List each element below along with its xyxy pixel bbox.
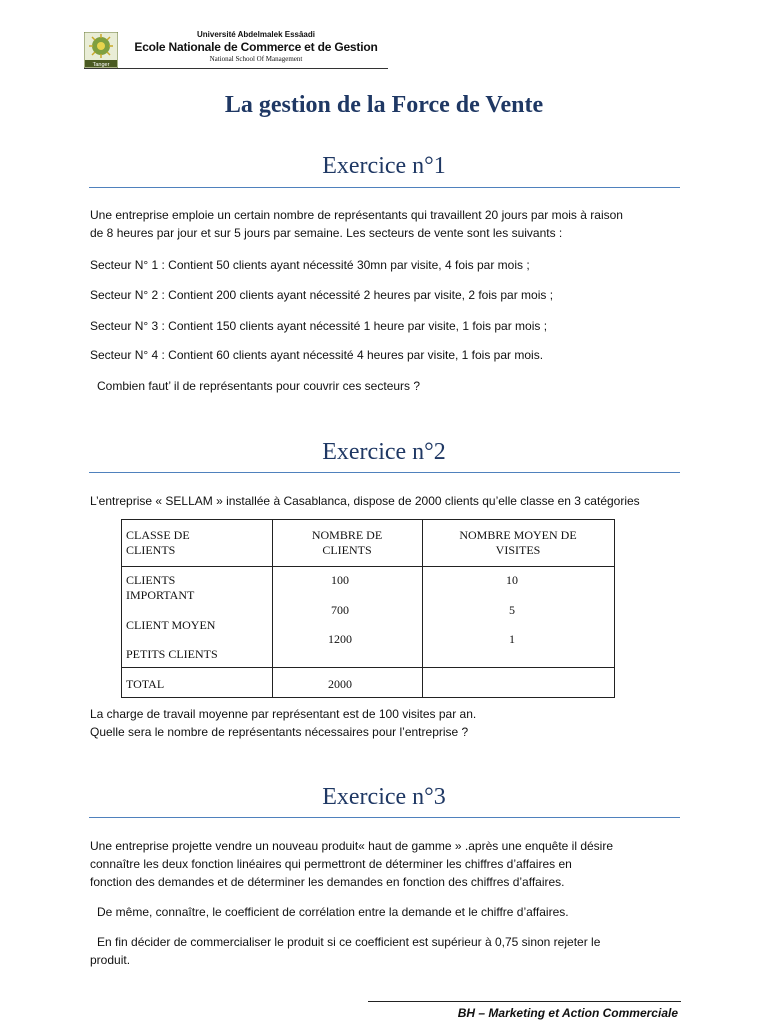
footer-divider (368, 1001, 681, 1002)
exercise-1-heading: Exercice n°1 (322, 153, 446, 179)
table-row-divider (122, 667, 614, 668)
table-header-class (126, 528, 190, 558)
class-line: IMPORTANT (126, 588, 195, 602)
table-header-count (272, 528, 422, 558)
header-line: CLASSE DE (126, 528, 190, 542)
school-name: Ecole Nationale de Commerce et de Gestion (134, 40, 378, 54)
exercise-3-paragraph-3 (90, 933, 680, 969)
exercise-1-question: Combien faut’ il de représentants pour couvrir ces secteurs ? (97, 379, 421, 393)
table-cell-class: CLIENT MOYEN (126, 618, 216, 632)
table-cell-class: PETITS CLIENTS (126, 647, 218, 661)
table-header-visits (422, 528, 614, 558)
table-cell-class (126, 573, 194, 603)
header-line: VISITES (495, 543, 541, 557)
header-line: NOMBRE DE (311, 528, 383, 542)
table-cell-visits: 10 (506, 573, 518, 587)
exercise-3-divider (89, 817, 680, 818)
exercise-3-paragraph-1 (90, 837, 680, 891)
institution-header (84, 30, 388, 70)
intro-line: de 8 heures par jour et sur 5 jours par semaine. Les secteurs de vente sont les suivants : (90, 226, 563, 240)
header-divider (84, 68, 388, 69)
table-cell-visits: 5 (509, 603, 515, 617)
logo-text: Tanger (92, 62, 110, 68)
paragraph-line: En fin décider de commercialiser le produit si ce coefficient est supérieur à 0,75 sinon rejeter le (97, 935, 601, 949)
table-total-label: TOTAL (126, 677, 165, 691)
page-footer: BH – Marketing et Action Commerciale (457, 1006, 678, 1020)
statement-line: Quelle sera le nombre de représentants nécessaires pour l’entreprise ? (90, 725, 469, 739)
header-line: CLIENTS (322, 543, 372, 557)
exercise-1-intro (90, 206, 680, 242)
exercise-2-intro: L’entreprise « SELLAM » installée à Casablanca, dispose de 2000 clients qu’elle classe en 3 catégories (90, 494, 640, 508)
sector-4: Secteur N° 4 : Contient 60 clients ayant nécessité 4 heures par visite, 1 fois par mois. (90, 348, 544, 362)
exercise-1-divider (89, 187, 680, 188)
class-line: CLIENTS (126, 573, 176, 587)
table-cell-count: 700 (331, 603, 349, 617)
paragraph-line: Une entreprise projette vendre un nouveau produit« haut de gamme » .après une enquête il désire (90, 839, 614, 853)
paragraph-line: connaître les deux fonction linéaires qui permettront de déterminer les chiffres d’affaires en (90, 857, 572, 871)
header-line: CLIENTS (126, 543, 176, 557)
header-line: NOMBRE MOYEN DE (459, 528, 577, 542)
university-name: Université Abdelmalek Essâadi (197, 30, 315, 39)
sector-2: Secteur N° 2 : Contient 200 clients ayant nécessité 2 heures par visite, 2 fois par mois ; (90, 288, 554, 302)
table-cell-visits: 1 (509, 632, 515, 646)
sector-3: Secteur N° 3 : Contient 150 clients ayant nécessité 1 heure par visite, 1 fois par mois ; (90, 319, 548, 333)
paragraph-line: produit. (90, 953, 131, 967)
exercise-2-divider (89, 472, 680, 473)
exercise-2-heading: Exercice n°2 (322, 439, 446, 465)
table-cell-count: 1200 (328, 632, 352, 646)
exercise-3-paragraph-2: De même, connaître, le coefficient de corrélation entre la demande et le chiffre d’affaires. (97, 905, 569, 919)
table-row-divider (122, 566, 614, 567)
paragraph-line: fonction des demandes et de déterminer les demandes en fonction des chiffres d’affaires. (90, 875, 565, 889)
table-cell-count: 100 (331, 573, 349, 587)
document-title: La gestion de la Force de Vente (224, 92, 544, 118)
client-classes-table (121, 519, 615, 698)
table-total-value: 2000 (328, 677, 352, 691)
exercise-3-heading: Exercice n°3 (322, 784, 446, 810)
statement-line: La charge de travail moyenne par représentant est de 100 visites par an. (90, 707, 477, 721)
school-logo (84, 32, 118, 68)
exercise-2-statement (90, 705, 680, 741)
school-name-english: National School Of Management (209, 55, 303, 63)
intro-line: Une entreprise emploie un certain nombre de représentants qui travaillent 20 jours par mois à raison (90, 208, 623, 222)
sector-1: Secteur N° 1 : Contient 50 clients ayant nécessité 30mn par visite, 4 fois par mois ; (90, 258, 530, 272)
